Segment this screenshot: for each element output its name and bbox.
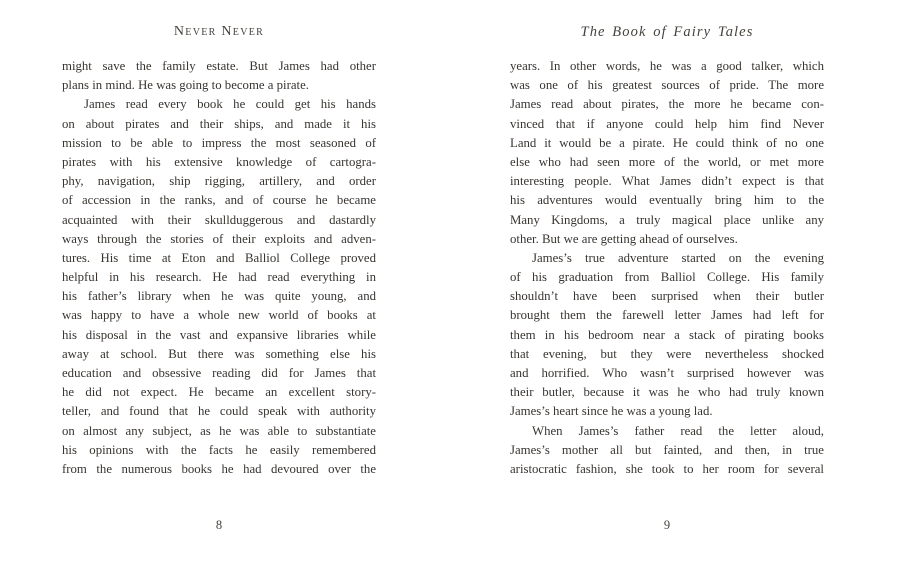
text-line: tures. His time at Eton and Balliol College proved [62, 250, 376, 265]
text-line: James’s heart since he was a young lad. [510, 404, 713, 419]
text-line: James read about pirates, the more he became con- [510, 97, 824, 112]
text-line: on almost any subject, as he was able to substantiate [62, 423, 376, 438]
right-page-text [510, 57, 824, 479]
text-line: brought them the farewell letter James had left for [510, 308, 824, 323]
text-line: shouldn’t have been surprised when their butler [510, 289, 824, 304]
text-line: teller, and found that he could speak with authority [62, 404, 376, 419]
text-line: When James’s father read the letter aloud, [532, 423, 824, 438]
right-running-head: The Book of Fairy Tales [580, 24, 754, 40]
right-page-number: 9 [663, 518, 671, 532]
text-line: their butler, because it was he who had truly known [510, 385, 824, 400]
text-line: his disposal in the vast and expansive libraries while [62, 327, 376, 342]
text-line: helpful in his research. He had read everything in [62, 270, 376, 285]
text-line: vinced that if anyone could help him find Never [510, 116, 824, 131]
text-line: Land it would be a pirate. He could think of no one [510, 135, 824, 150]
left-page-number: 8 [215, 518, 223, 532]
left-page-text [62, 57, 376, 479]
left-page [62, 0, 376, 573]
text-line: was one of his greatest sources of pride. The more [510, 78, 824, 93]
text-line: mission to be able to impress the most seasoned of [62, 135, 376, 150]
right-page [510, 0, 824, 573]
text-line: ways through the stories of their exploits and adven- [62, 231, 376, 246]
text-line: them in his bedroom near a stack of pirating books [510, 327, 824, 342]
text-line: phy, navigation, ship rigging, artillery, and order [62, 174, 376, 189]
text-line: James read every book he could get his hands [84, 97, 376, 112]
text-line: else who had seen more of the world, or met more [510, 154, 824, 169]
text-line: on about pirates and their ships, and made it his [62, 116, 376, 131]
left-running-head: Never Never [173, 24, 265, 39]
text-line: his opinions with the facts he easily remembered [62, 442, 376, 457]
text-line: interesting people. What James didn’t expect is that [510, 174, 824, 189]
text-line: James’s true adventure started on the evening [532, 250, 824, 265]
text-line: his adventures would eventually bring him to the [510, 193, 824, 208]
text-line: other. But we are getting ahead of ourselves. [510, 231, 738, 246]
text-line: years. In other words, he was a good talker, which [510, 59, 824, 73]
text-line: and horrified. Who wasn’t surprised however was [510, 366, 824, 380]
text-line: away at school. But there was something else his [62, 346, 376, 361]
text-line: his father’s library when he was quite young, and [62, 289, 376, 304]
text-line: acquainted with their skullduggerous and dastardly [62, 212, 376, 227]
text-line: Many Kingdoms, a truly magical place unlike any [510, 212, 824, 227]
text-line: from the numerous books he had devoured over the [62, 461, 376, 476]
text-line: pirates with his extensive knowledge of cartogra- [62, 154, 376, 169]
text-line: might save the family estate. But James had other [62, 59, 376, 73]
text-line: of his graduation from Balliol College. His family [510, 270, 824, 285]
text-line: James’s mother all but fainted, and then, in true [510, 442, 824, 457]
text-line: of accession in the ranks, and of course he became [62, 193, 376, 208]
text-line: education and obsessive reading did for James that [62, 366, 376, 380]
text-line: plans in mind. He was going to become a pirate. [62, 78, 309, 93]
text-line: was happy to have a whole new world of books at [62, 308, 376, 323]
text-line: he did not expect. He became an excellent story- [62, 385, 376, 400]
text-line: aristocratic fashion, she took to her room for several [510, 461, 824, 476]
text-line: that evening, but they were nevertheless shocked [510, 346, 824, 361]
